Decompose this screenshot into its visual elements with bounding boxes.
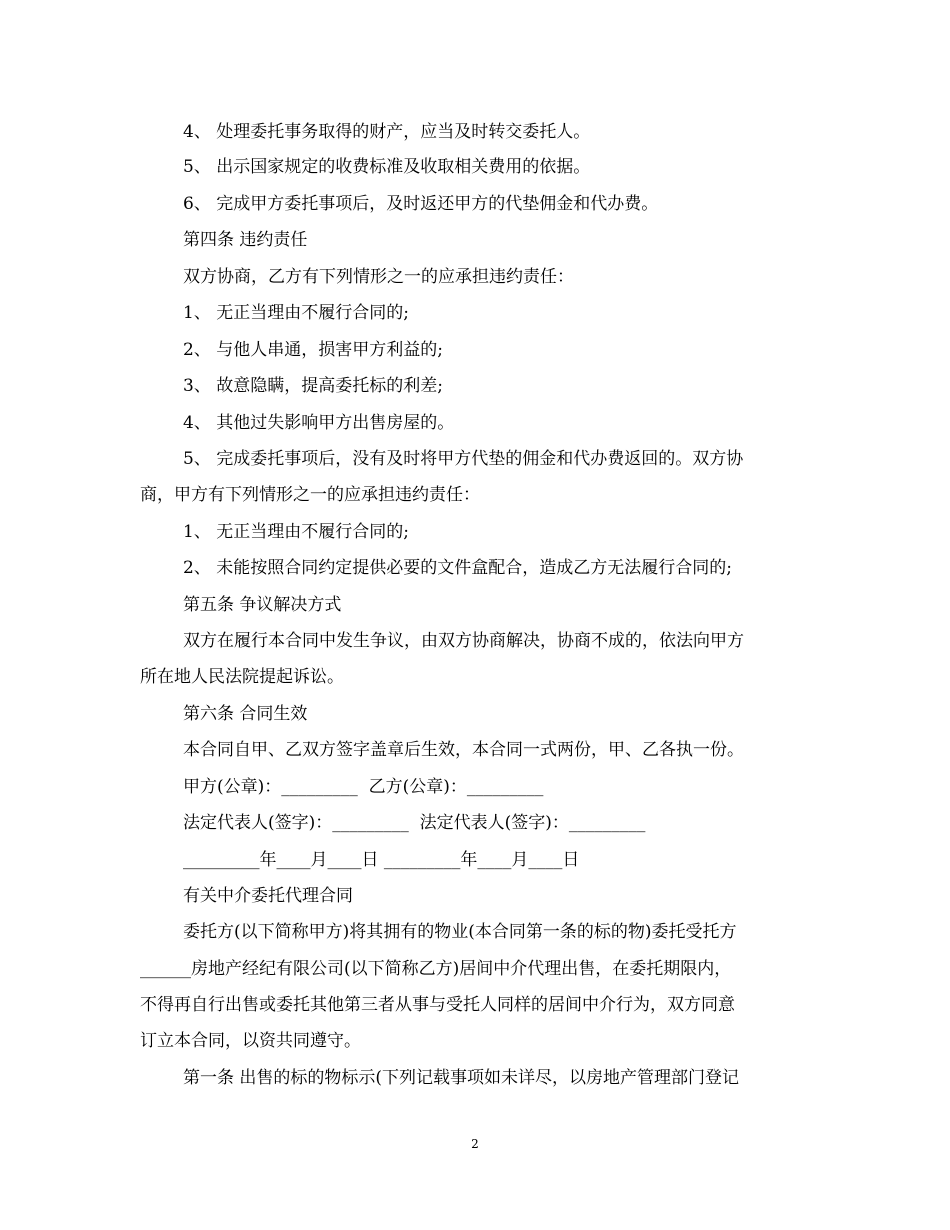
text-line: 6、 完成甲方委托事项后，及时返还甲方的代垫佣金和代办费。 (183, 194, 659, 214)
text-line: 双方协商，乙方有下列情形之一的应承担违约责任： (183, 267, 574, 287)
section-heading: 第一条 出售的标的物标示(下列记载事项如未详尽，以房地产管理部门登记 (183, 1068, 740, 1088)
text-line: 1、 无正当理由不履行合同的; (183, 522, 409, 542)
section-heading: 第六条 合同生效 (183, 704, 308, 724)
date-line: _________年____月____日 _________年____月____日 (183, 850, 580, 870)
section-heading: 第四条 违约责任 (183, 230, 308, 250)
text-line: 3、 故意隐瞒，提高委托标的利差; (183, 376, 443, 396)
text-line: 2、 未能按照合同约定提供必要的文件盒配合，造成乙方无法履行合同的; (183, 558, 732, 578)
signature-line: 甲方(公章)：_________ 乙方(公章)：_________ (183, 777, 544, 797)
text-line: 本合同自甲、乙双方签字盖章后生效，本合同一式两份，甲、乙各执一份。 (183, 740, 744, 760)
text-line: 2、 与他人串通，损害甲方利益的; (183, 340, 443, 360)
text-line: 订立本合同，以资共同遵守。 (140, 1031, 361, 1051)
document-title: 有关中介委托代理合同 (183, 886, 353, 906)
text-line: ______房地产经纪有限公司(以下简称乙方)居间中介代理出售，在委托期限内， (140, 959, 732, 979)
signature-line: 法定代表人(签字)：_________ 法定代表人(签字)：_________ (183, 813, 646, 833)
page-number: 2 (471, 1137, 479, 1151)
text-line: 所在地人民法院提起诉讼。 (140, 667, 344, 687)
text-line: 4、 处理委托事务取得的财产，应当及时转交委托人。 (183, 122, 591, 142)
text-line: 1、 无正当理由不履行合同的; (183, 303, 409, 323)
text-line: 5、 出示国家规定的收费标准及收取相关费用的依据。 (183, 157, 591, 177)
text-line: 4、 其他过失影响甲方出售房屋的。 (183, 413, 455, 433)
text-line: 不得再自行出售或委托其他第三者从事与受托人同样的居间中介行为，双方同意 (140, 995, 735, 1015)
text-line: 双方在履行本合同中发生争议，由双方协商解决，协商不成的，依法向甲方 (183, 631, 744, 651)
text-line: 5、 完成委托事项后，没有及时将甲方代垫的佣金和代办费返回的。双方协 (183, 449, 744, 469)
section-heading: 第五条 争议解决方式 (183, 595, 342, 615)
text-line: 委托方(以下简称甲方)将其拥有的物业(本合同第一条的标的物)委托受托方 (183, 922, 737, 942)
text-line: 商，甲方有下列情形之一的应承担违约责任： (140, 485, 480, 505)
